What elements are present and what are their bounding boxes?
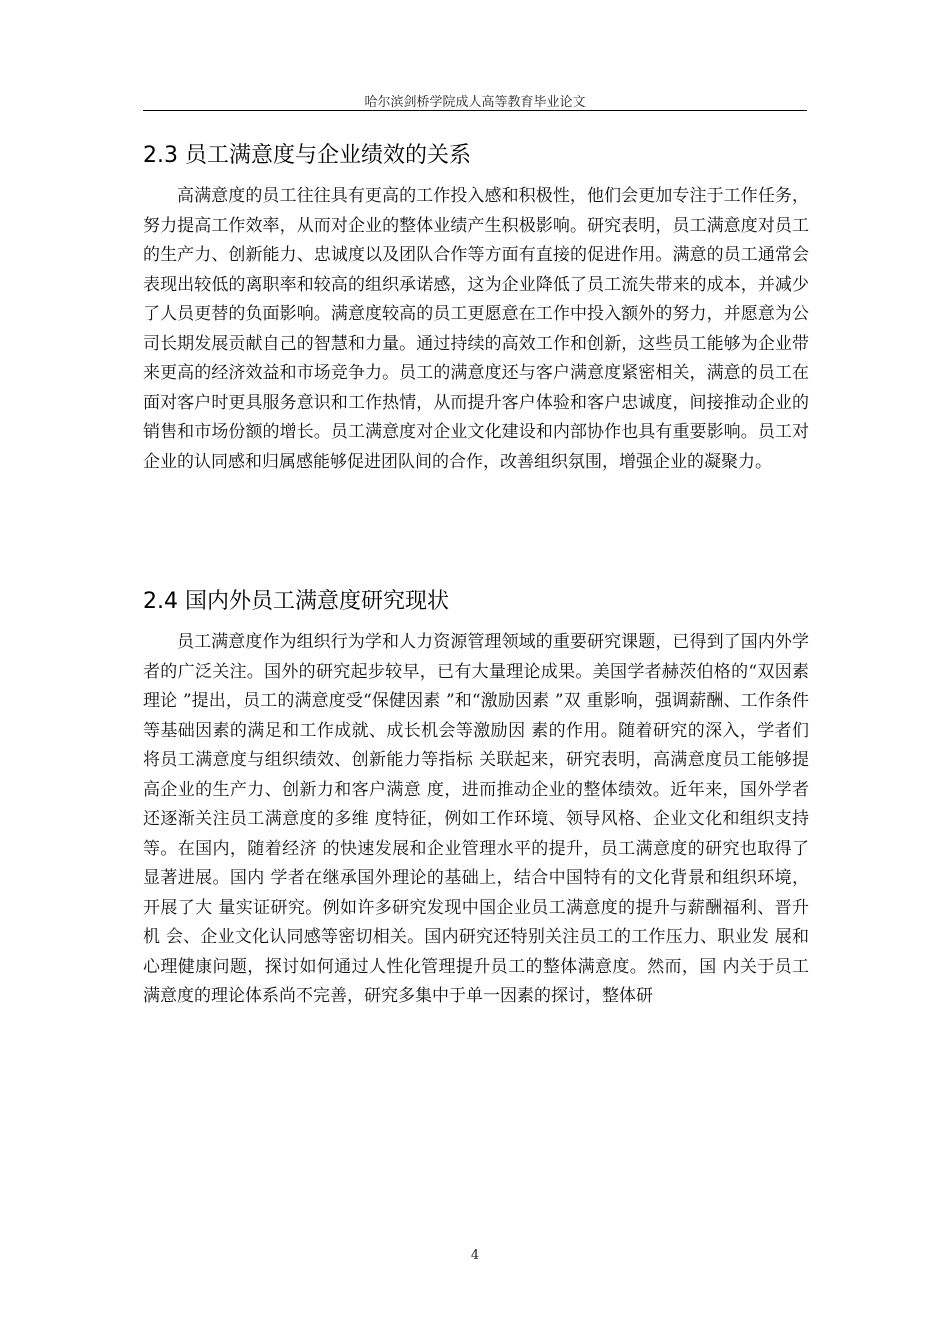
header-divider (143, 110, 807, 111)
page-number: 4 (470, 1248, 480, 1263)
section-body-2-3: 高满意度的员工往往具有更高的工作投入感和积极性，他们会更加专注于工作任务，努力提高工作效率，从而对企业的整体业绩产生积极影响。研究表明，员工满意度对员工的生产力、创新能力、忠诚度以及团队合作等方面有直接的促进作用。满意的员工通常会表现出较低的离职率和较高的组织承诺感，这为企业降低了员工流失带来的成本，并减少了人员更替的负面影响。满意度较高的员工更愿意在工作中投入额外的努力，并愿意为公司长期发展贡献自己的智慧和力量。通过持续的高效工作和创新，这些员工能够为企业带来更高的经济效益和市场竞争力。员工的满意度还与客户满意度紧密相关，满意的员工在面对客户时更具服务意识和工作热情，从而提升客户体验和客户忠诚度，间接推动企业的销售和市场份额的增长。员工满意度对企业文化建设和内部协作也具有重要影响。员工对企业的认同感和归属感能够促进团队间的合作，改善组织氛围，增强企业的凝聚力。 (143, 186, 809, 472)
section-heading-2-4: 2.4 国内外员工满意度研究现状 (143, 589, 449, 614)
section-heading-2-3: 2.3 员工满意度与企业绩效的关系 (143, 143, 471, 168)
section-body-2-4: 员工满意度作为组织行为学和人力资源管理领域的重要研究课题，已得到了国内外学者的广泛关注。国外的研究起步较早，已有大量理论成果。美国学者赫茨伯格的“双因素理论 ”提出，员工的满意度受“保健因素 ”和“激励因素 ”双 重影响，强调薪酬、工作条件等基础因素的满足和工作成就、成长机会等激励因 素的作用。随着研究的深入，学者们将员工满意度与组织绩效、创新能力等指标 关联起来，研究表明，高满意度员工能够提高企业的生产力、创新力和客户满意 度，进而推动企业的整体绩效。近年来，国外学者还逐渐关注员工满意度的多维 度特征，例如工作环境、领导风格、企业文化和组织支持等。在国内，随着经济 的快速发展和企业管理水平的提升，员工满意度的研究也取得了显著进展。国内 学者在继承国外理论的基础上，结合中国特有的文化背景和组织环境，开展了大 量实证研究。例如许多研究发现中国企业员工满意度的提升与薪酬福利、晋升机 会、企业文化认同感等密切相关。国内研究还特别关注员工的工作压力、职业发 展和心理健康问题，探讨如何通过人性化管理提升员工的整体满意度。然而，国 内关于员工满意度的理论体系尚不完善，研究多集中于单一因素的探讨，整体研 (143, 632, 809, 1006)
running-header: 哈尔滨剑桥学院成人高等教育毕业论文 (364, 95, 586, 110)
